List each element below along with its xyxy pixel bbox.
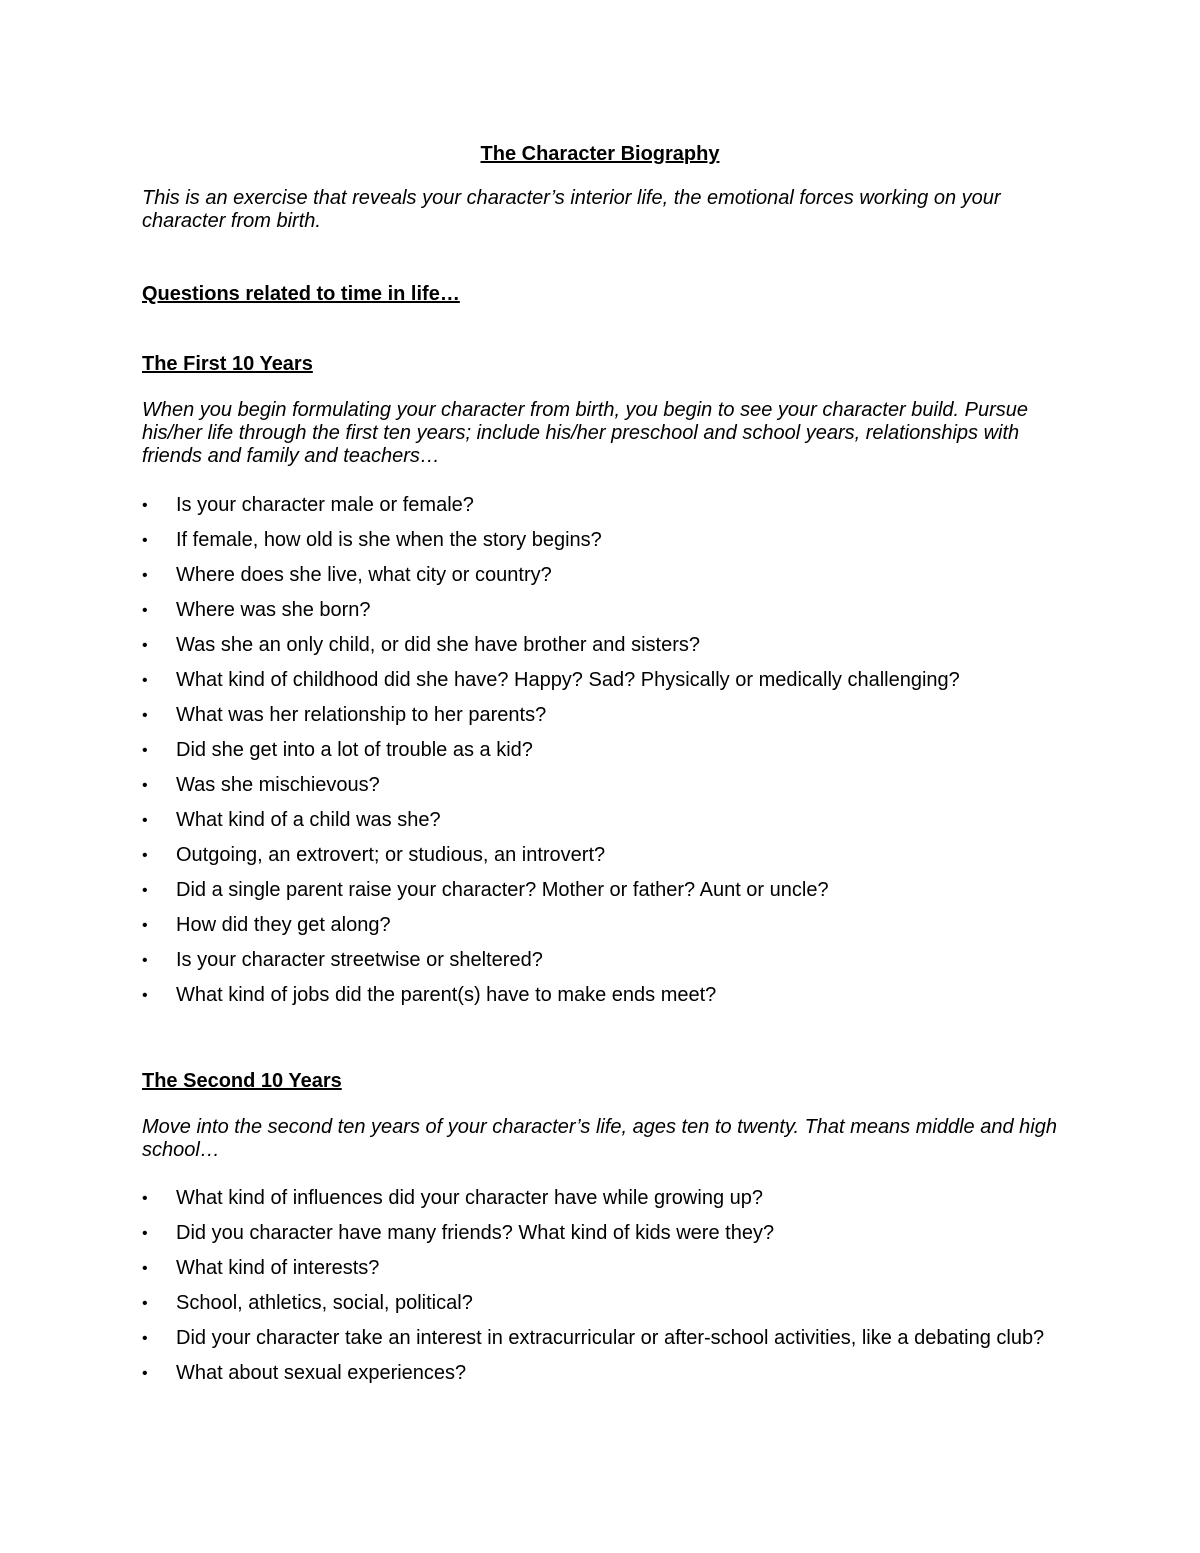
first-ten-years-intro: When you begin formulating your character from birth, you begin to see your character build. Pursue his/her life through the first ten years; include his/her preschool and school years, relationships with friends and family and teachers… [142, 399, 1029, 467]
section-heading: Questions related to time in life… [142, 283, 460, 305]
question-item: • If female, how old is she when the story begins? [142, 529, 1072, 552]
question-item: • Outgoing, an extrovert; or studious, an introvert? [142, 844, 1072, 867]
question-item: • Where was she born? [142, 599, 1072, 622]
question-item: • How did they get along? [142, 914, 1072, 937]
second-ten-years-question-list [142, 1187, 1072, 1397]
question-item: • What kind of childhood did she have? Happy? Sad? Physically or medically challenging? [142, 669, 1072, 692]
question-item: • What kind of influences did your character have while growing up? [142, 1187, 1072, 1210]
question-item: • What kind of jobs did the parent(s) have to make ends meet? [142, 984, 1072, 1007]
question-item: • Was she an only child, or did she have brother and sisters? [142, 634, 1072, 657]
question-item: • Where does she live, what city or country? [142, 564, 1072, 587]
question-item: • What was her relationship to her parents? [142, 704, 1072, 727]
question-item: • Did a single parent raise your character? Mother or father? Aunt or uncle? [142, 879, 1072, 902]
question-item: • Is your character streetwise or sheltered? [142, 949, 1072, 972]
question-item: • Did she get into a lot of trouble as a kid? [142, 739, 1072, 762]
question-item: • Did you character have many friends? What kind of kids were they? [142, 1222, 1072, 1245]
second-ten-years-intro: Move into the second ten years of your character’s life, ages ten to twenty. That means middle and high school… [142, 1116, 1057, 1161]
question-item: • Was she mischievous? [142, 774, 1072, 797]
document-title: The Character Biography [480, 143, 720, 165]
first-ten-years-question-list [142, 494, 1072, 1019]
question-item: • What about sexual experiences? [142, 1362, 1072, 1385]
question-item: • What kind of interests? [142, 1257, 1072, 1280]
question-item: • School, athletics, social, political? [142, 1292, 1072, 1315]
first-ten-years-heading: The First 10 Years [142, 353, 313, 375]
second-ten-years-heading: The Second 10 Years [142, 1070, 342, 1092]
question-item: • What kind of a child was she? [142, 809, 1072, 832]
question-item: • Did your character take an interest in extracurricular or after-school activities, like a debating club? [142, 1327, 1072, 1350]
question-item: • Is your character male or female? [142, 494, 1072, 517]
intro-paragraph: This is an exercise that reveals your character’s interior life, the emotional forces working on your character from birth. [142, 187, 1001, 232]
